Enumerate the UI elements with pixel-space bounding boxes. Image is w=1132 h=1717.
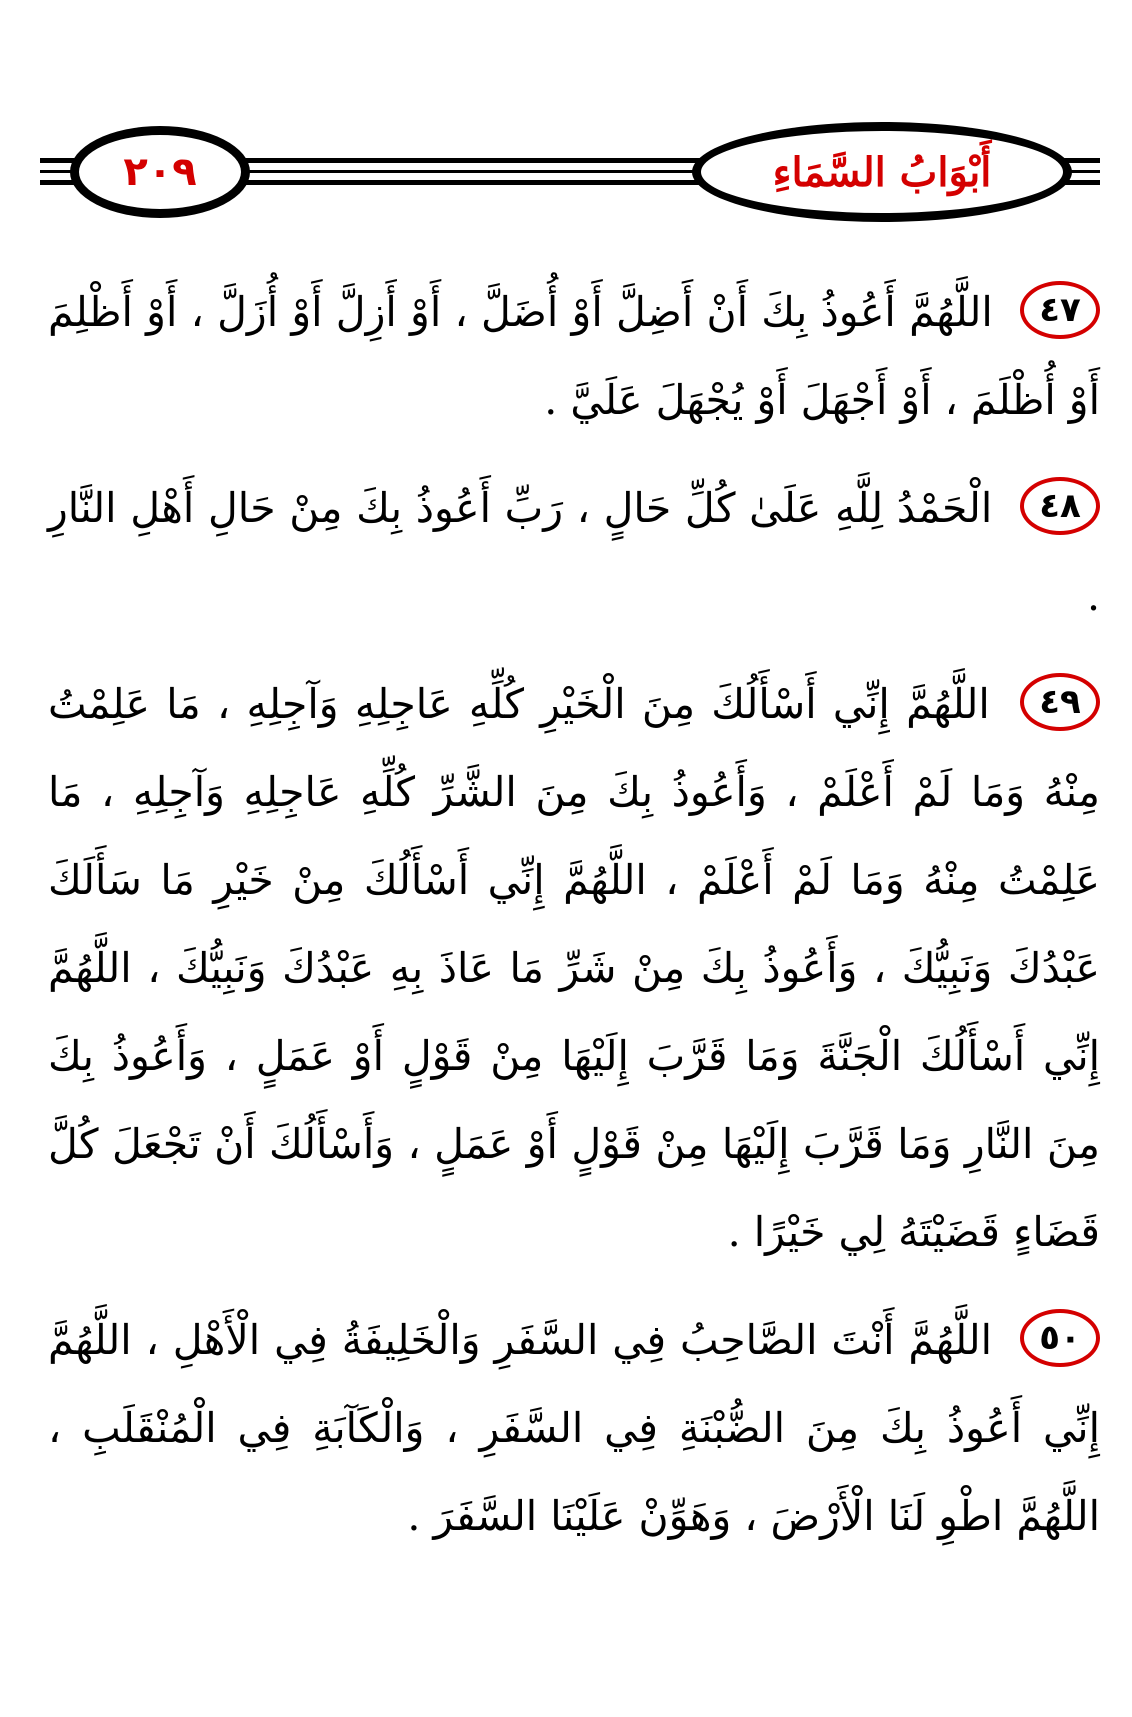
entry-number-badge: ٥٠: [1020, 1309, 1100, 1367]
entry-number-badge: ٤٧: [1020, 281, 1100, 339]
entry-text: اللَّهُمَّ إِنِّي أَسْأَلُكَ مِنَ الْخَيْرِ كُلِّهِ عَاجِلِهِ وَآجِلِهِ ، مَا عَلِمْتُ مِنْهُ وَمَا لَمْ أَعْلَمْ ، وَأَعُوذُ بِكَ مِنَ الشَّرِّ كُلِّهِ عَاجِلِهِ وَآجِلِهِ ، مَا عَلِمْتُ مِنْهُ وَمَا لَمْ أَعْلَمْ ، اللَّهُمَّ إِنِّي أَسْأَلُكَ مِنْ خَيْرِ مَا سَأَلَكَ عَبْدُكَ وَنَبِيُّكَ ، وَأَعُوذُ بِكَ مِنْ شَرِّ مَا عَاذَ بِهِ عَبْدُكَ وَنَبِيُّكَ ، اللَّهُمَّ إِنِّي أَسْأَلُكَ الْجَنَّةَ وَمَا قَرَّبَ إِلَيْهَا مِنْ قَوْلٍ أَوْ عَمَلٍ ، وَأَعُوذُ بِكَ مِنَ النَّارِ وَمَا قَرَّبَ إِلَيْهَا مِنْ قَوْلٍ أَوْ عَمَلٍ ، وَأَسْأَلُكَ أَنْ تَجْعَلَ كُلَّ قَضَاءٍ قَضَيْتَهُ لِي خَيْرًا .: [48, 680, 1100, 1256]
dua-entry-50: [48, 1296, 1100, 1560]
dua-entry-49: [48, 660, 1100, 1276]
dua-entry-47: [48, 268, 1100, 444]
entry-number-badge: ٤٨: [1020, 477, 1100, 535]
page-number-oval: [70, 126, 250, 218]
chapter-title-oval: [692, 122, 1072, 222]
dua-entry-48: [48, 464, 1100, 640]
entry-text: اللَّهُمَّ أَنْتَ الصَّاحِبُ فِي السَّفَرِ وَالْخَلِيفَةُ فِي الْأَهْلِ ، اللَّهُمَّ إِنِّي أَعُوذُ بِكَ مِنَ الضُّبْنَةِ فِي السَّفَرِ ، وَالْكَآبَةِ فِي الْمُنْقَلَبِ ، اللَّهُمَّ اطْوِ لَنَا الْأَرْضَ ، وَهَوِّنْ عَلَيْنَا السَّفَرَ .: [48, 1316, 1100, 1540]
entry-text: الْحَمْدُ لِلَّهِ عَلَىٰ كُلِّ حَالٍ ، رَبِّ أَعُوذُ بِكَ مِنْ حَالِ أَهْلِ النَّارِ .: [48, 484, 1100, 620]
page-number: ٢٠٩: [123, 149, 197, 195]
page-body: [48, 268, 1100, 1580]
entry-number-badge: ٤٩: [1020, 673, 1100, 731]
page-header: [40, 118, 1100, 228]
chapter-title: أَبْوَابُ السَّمَاءِ: [772, 148, 992, 196]
entry-text: اللَّهُمَّ أَعُوذُ بِكَ أَنْ أَضِلَّ أَوْ أُضَلَّ ، أَوْ أَزِلَّ أَوْ أُزَلَّ ، أَوْ أَظْلِمَ أَوْ أُظْلَمَ ، أَوْ أَجْهَلَ أَوْ يُجْهَلَ عَلَيَّ .: [48, 288, 1100, 424]
